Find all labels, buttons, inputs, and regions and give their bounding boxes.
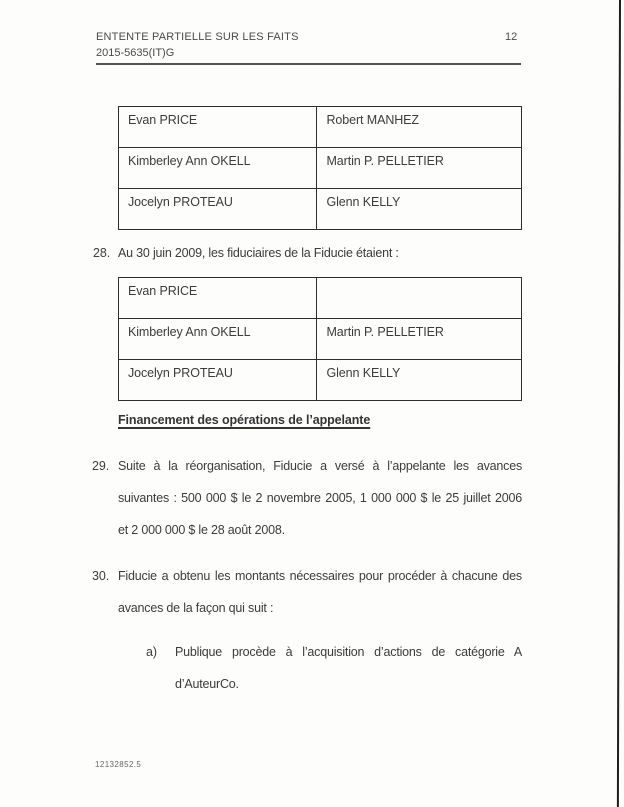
header-rule bbox=[96, 63, 521, 65]
table-row bbox=[119, 360, 522, 401]
table-cell: Jocelyn PROTEAU bbox=[119, 189, 317, 230]
page-header-title: ENTENTE PARTIELLE SUR LES FAITS bbox=[96, 31, 299, 43]
trustees-table-2 bbox=[118, 277, 522, 401]
table-cell: Robert MANHEZ bbox=[317, 107, 522, 148]
table-cell: Glenn KELLY bbox=[317, 189, 522, 230]
table-row bbox=[119, 148, 522, 189]
table-cell: Kimberley Ann OKELL bbox=[119, 319, 317, 360]
paragraph-28-number: 28. bbox=[93, 246, 111, 260]
table-row bbox=[119, 107, 522, 148]
scan-artifact-right-line bbox=[617, 0, 621, 807]
subitem-a-text bbox=[175, 645, 522, 709]
case-number: 2015-5635(IT)G bbox=[96, 47, 175, 59]
table-cell: Evan PRICE bbox=[119, 107, 317, 148]
paragraph-29-number: 29. bbox=[92, 459, 110, 473]
page-number: 12 bbox=[505, 31, 518, 43]
subitem-a-line: Publique procède à l’acquisition d’actions de catégorie A bbox=[175, 645, 522, 659]
table-row bbox=[119, 278, 522, 319]
table-cell: Martin P. PELLETIER bbox=[317, 319, 522, 360]
subitem-a-line: d’AuteurCo. bbox=[175, 677, 239, 691]
paragraph-29-text bbox=[118, 459, 522, 555]
paragraph-29-line: suivantes : 500 000 $ le 2 novembre 2005, 1 000 000 $ le 25 juillet 2006 bbox=[118, 491, 522, 505]
table-row bbox=[119, 189, 522, 230]
table-row bbox=[119, 319, 522, 360]
paragraph-30-line: Fiducie a obtenu les montants nécessaires pour procéder à chacune des bbox=[118, 569, 522, 583]
table-cell: Martin P. PELLETIER bbox=[317, 148, 522, 189]
table-cell: Kimberley Ann OKELL bbox=[119, 148, 317, 189]
subitem-a-label: a) bbox=[146, 645, 157, 659]
paragraph-28-text: Au 30 juin 2009, les fiduciaires de la Fiducie étaient : bbox=[118, 246, 399, 260]
section-heading: Financement des opérations de l’appelante bbox=[118, 413, 371, 427]
trustees-table-1 bbox=[118, 106, 522, 230]
footer-doc-number: 12132852.5 bbox=[95, 760, 142, 769]
paragraph-29-line: et 2 000 000 $ le 28 août 2008. bbox=[118, 523, 285, 537]
table-cell: Glenn KELLY bbox=[317, 360, 522, 401]
paragraph-29-line: Suite à la réorganisation, Fiducie a versé à l’appelante les avances bbox=[118, 459, 522, 473]
paragraph-30-line: avances de la façon qui suit : bbox=[118, 601, 274, 615]
table-cell: Evan PRICE bbox=[119, 278, 317, 319]
table-cell bbox=[317, 278, 522, 319]
paragraph-30-text bbox=[118, 569, 522, 633]
table-cell: Jocelyn PROTEAU bbox=[119, 360, 317, 401]
paragraph-30-number: 30. bbox=[92, 569, 110, 583]
